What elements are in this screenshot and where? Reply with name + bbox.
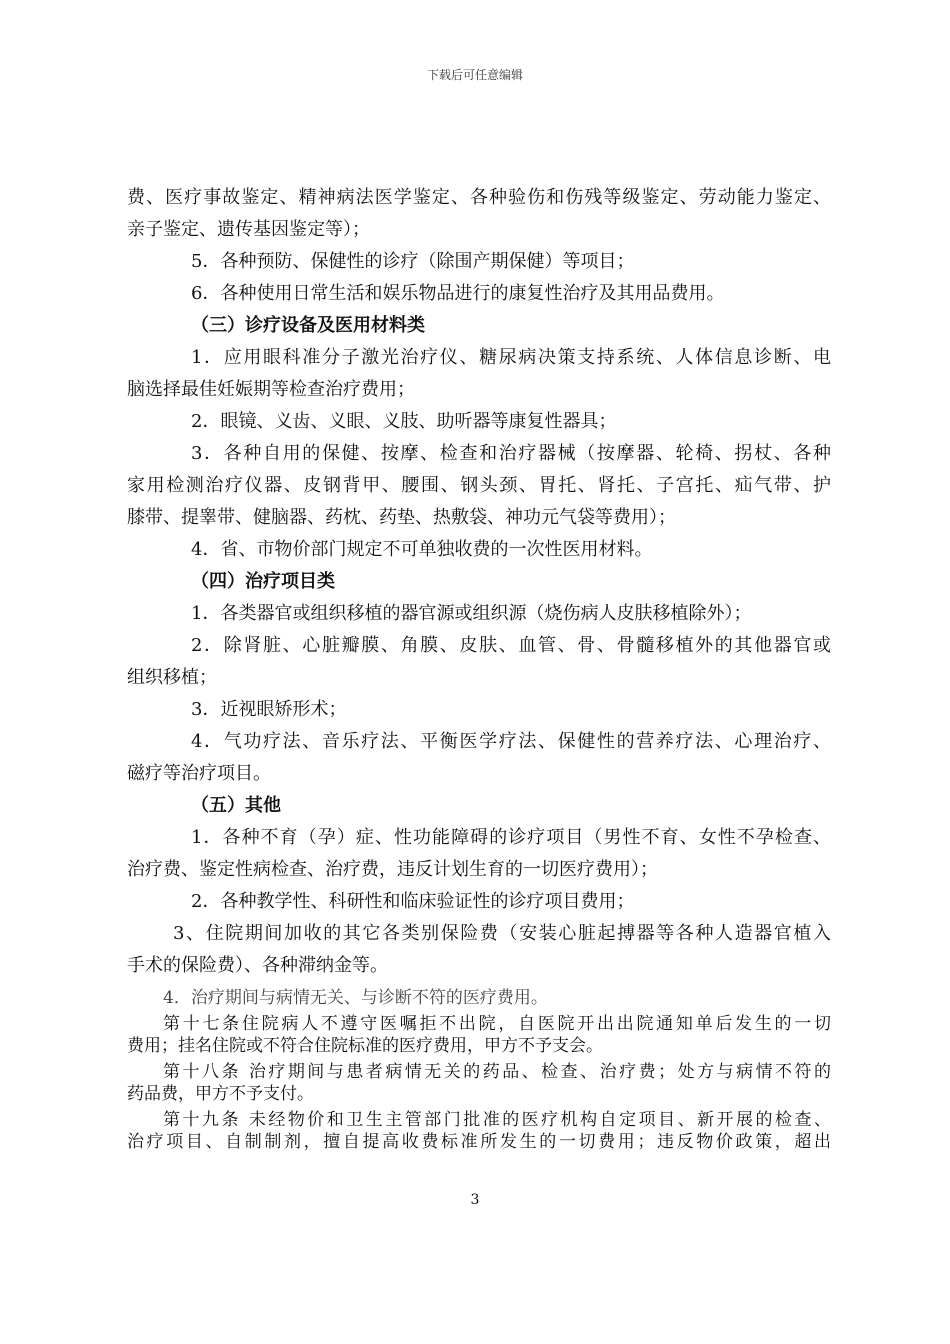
list-item: 1．各类器官或组织移植的器官源或组织源（烧伤病人皮肤移植除外）； bbox=[191, 603, 752, 624]
list-item: 3、住院期间加收的其它各类别保险费（安装心脏起搏器等各种人造器官植入 bbox=[173, 923, 831, 944]
list-item: 5．各种预防、保健性的诊疗（除围产期保健）等项目； bbox=[191, 251, 635, 272]
list-item: 1．各种不育（孕）症、性功能障碍的诊疗项目（男性不育、女性不孕检查、 bbox=[191, 827, 831, 848]
article-line: 第十八条 治疗期间与患者病情无关的药品、检查、治疗费；处方与病情不符的 bbox=[163, 1062, 831, 1082]
paragraph-line: 药品费，甲方不予支付。 bbox=[127, 1084, 314, 1104]
article-line: 第十九条 未经物价和卫生主管部门批准的医疗机构自定项目、新开展的检查、 bbox=[163, 1110, 831, 1130]
list-item: 4．气功疗法、音乐疗法、平衡医学疗法、保健性的营养疗法、心理治疗、 bbox=[191, 731, 831, 752]
article-line: 第十七条住院病人不遵守医嘱拒不出院，自医院开出出院通知单后发生的一切 bbox=[163, 1014, 831, 1034]
paragraph-line: 膝带、提睾带、健脑器、药枕、药垫、热敷袋、神功元气袋等费用）； bbox=[127, 507, 676, 528]
paragraph-line: 家用检测治疗仪器、皮钢背甲、腰围、钢头颈、胃托、肾托、子宫托、疝气带、护 bbox=[127, 475, 831, 496]
paragraph-line: 治疗项目、自制制剂，擅自提高收费标准所发生的一切费用；违反物价政策，超出 bbox=[127, 1132, 831, 1152]
list-item: 3．近视眼矫形术； bbox=[191, 699, 347, 720]
page-number: 3 bbox=[470, 1192, 480, 1208]
section-heading: （四）治疗项目类 bbox=[191, 571, 335, 592]
paragraph-line: 费、医疗事故鉴定、精神病法医学鉴定、各种验伤和伤残等级鉴定、劳动能力鉴定、 bbox=[127, 187, 831, 208]
paragraph-line: 磁疗等治疗项目。 bbox=[127, 763, 271, 784]
paragraph-line: 手术的保险费）、各种滞纳金等。 bbox=[127, 955, 388, 976]
list-item: 6．各种使用日常生活和娱乐物品进行的康复性治疗及其用品费用。 bbox=[191, 283, 725, 304]
section-heading: （三）诊疗设备及医用材料类 bbox=[191, 315, 425, 336]
list-item: 4．治疗期间与病情无关、与诊断不符的医疗费用。 bbox=[163, 988, 548, 1008]
paragraph-line: 组织移植； bbox=[127, 667, 217, 688]
list-item: 4．省、市物价部门规定不可单独收费的一次性医用材料。 bbox=[191, 539, 653, 560]
paragraph-line: 亲子鉴定、遗传基因鉴定等）； bbox=[127, 219, 370, 240]
page-header: 下载后可任意编辑 bbox=[426, 68, 523, 82]
paragraph-line: 治疗费、鉴定性病检查、治疗费，违反计划生育的一切医疗费用）； bbox=[127, 859, 658, 880]
list-item: 2．除肾脏、心脏瓣膜、角膜、皮肤、血管、骨、骨髓移植外的其他器官或 bbox=[191, 635, 831, 656]
section-heading: （五）其他 bbox=[191, 795, 281, 816]
paragraph-line: 脑选择最佳妊娠期等检查治疗费用； bbox=[127, 379, 415, 400]
list-item: 2．各种教学性、科研性和临床验证性的诊疗项目费用； bbox=[191, 891, 635, 912]
paragraph-line: 费用；挂名住院或不符合住院标准的医疗费用，甲方不予支会。 bbox=[127, 1036, 603, 1056]
list-item: 3．各种自用的保健、按摩、检查和治疗器械（按摩器、轮椅、拐杖、各种 bbox=[191, 443, 831, 464]
list-item: 1．应用眼科准分子激光治疗仪、糖尿病决策支持系统、人体信息诊断、电 bbox=[191, 347, 831, 368]
list-item: 2．眼镜、义齿、义眼、义肢、助听器等康复性器具； bbox=[191, 411, 617, 432]
